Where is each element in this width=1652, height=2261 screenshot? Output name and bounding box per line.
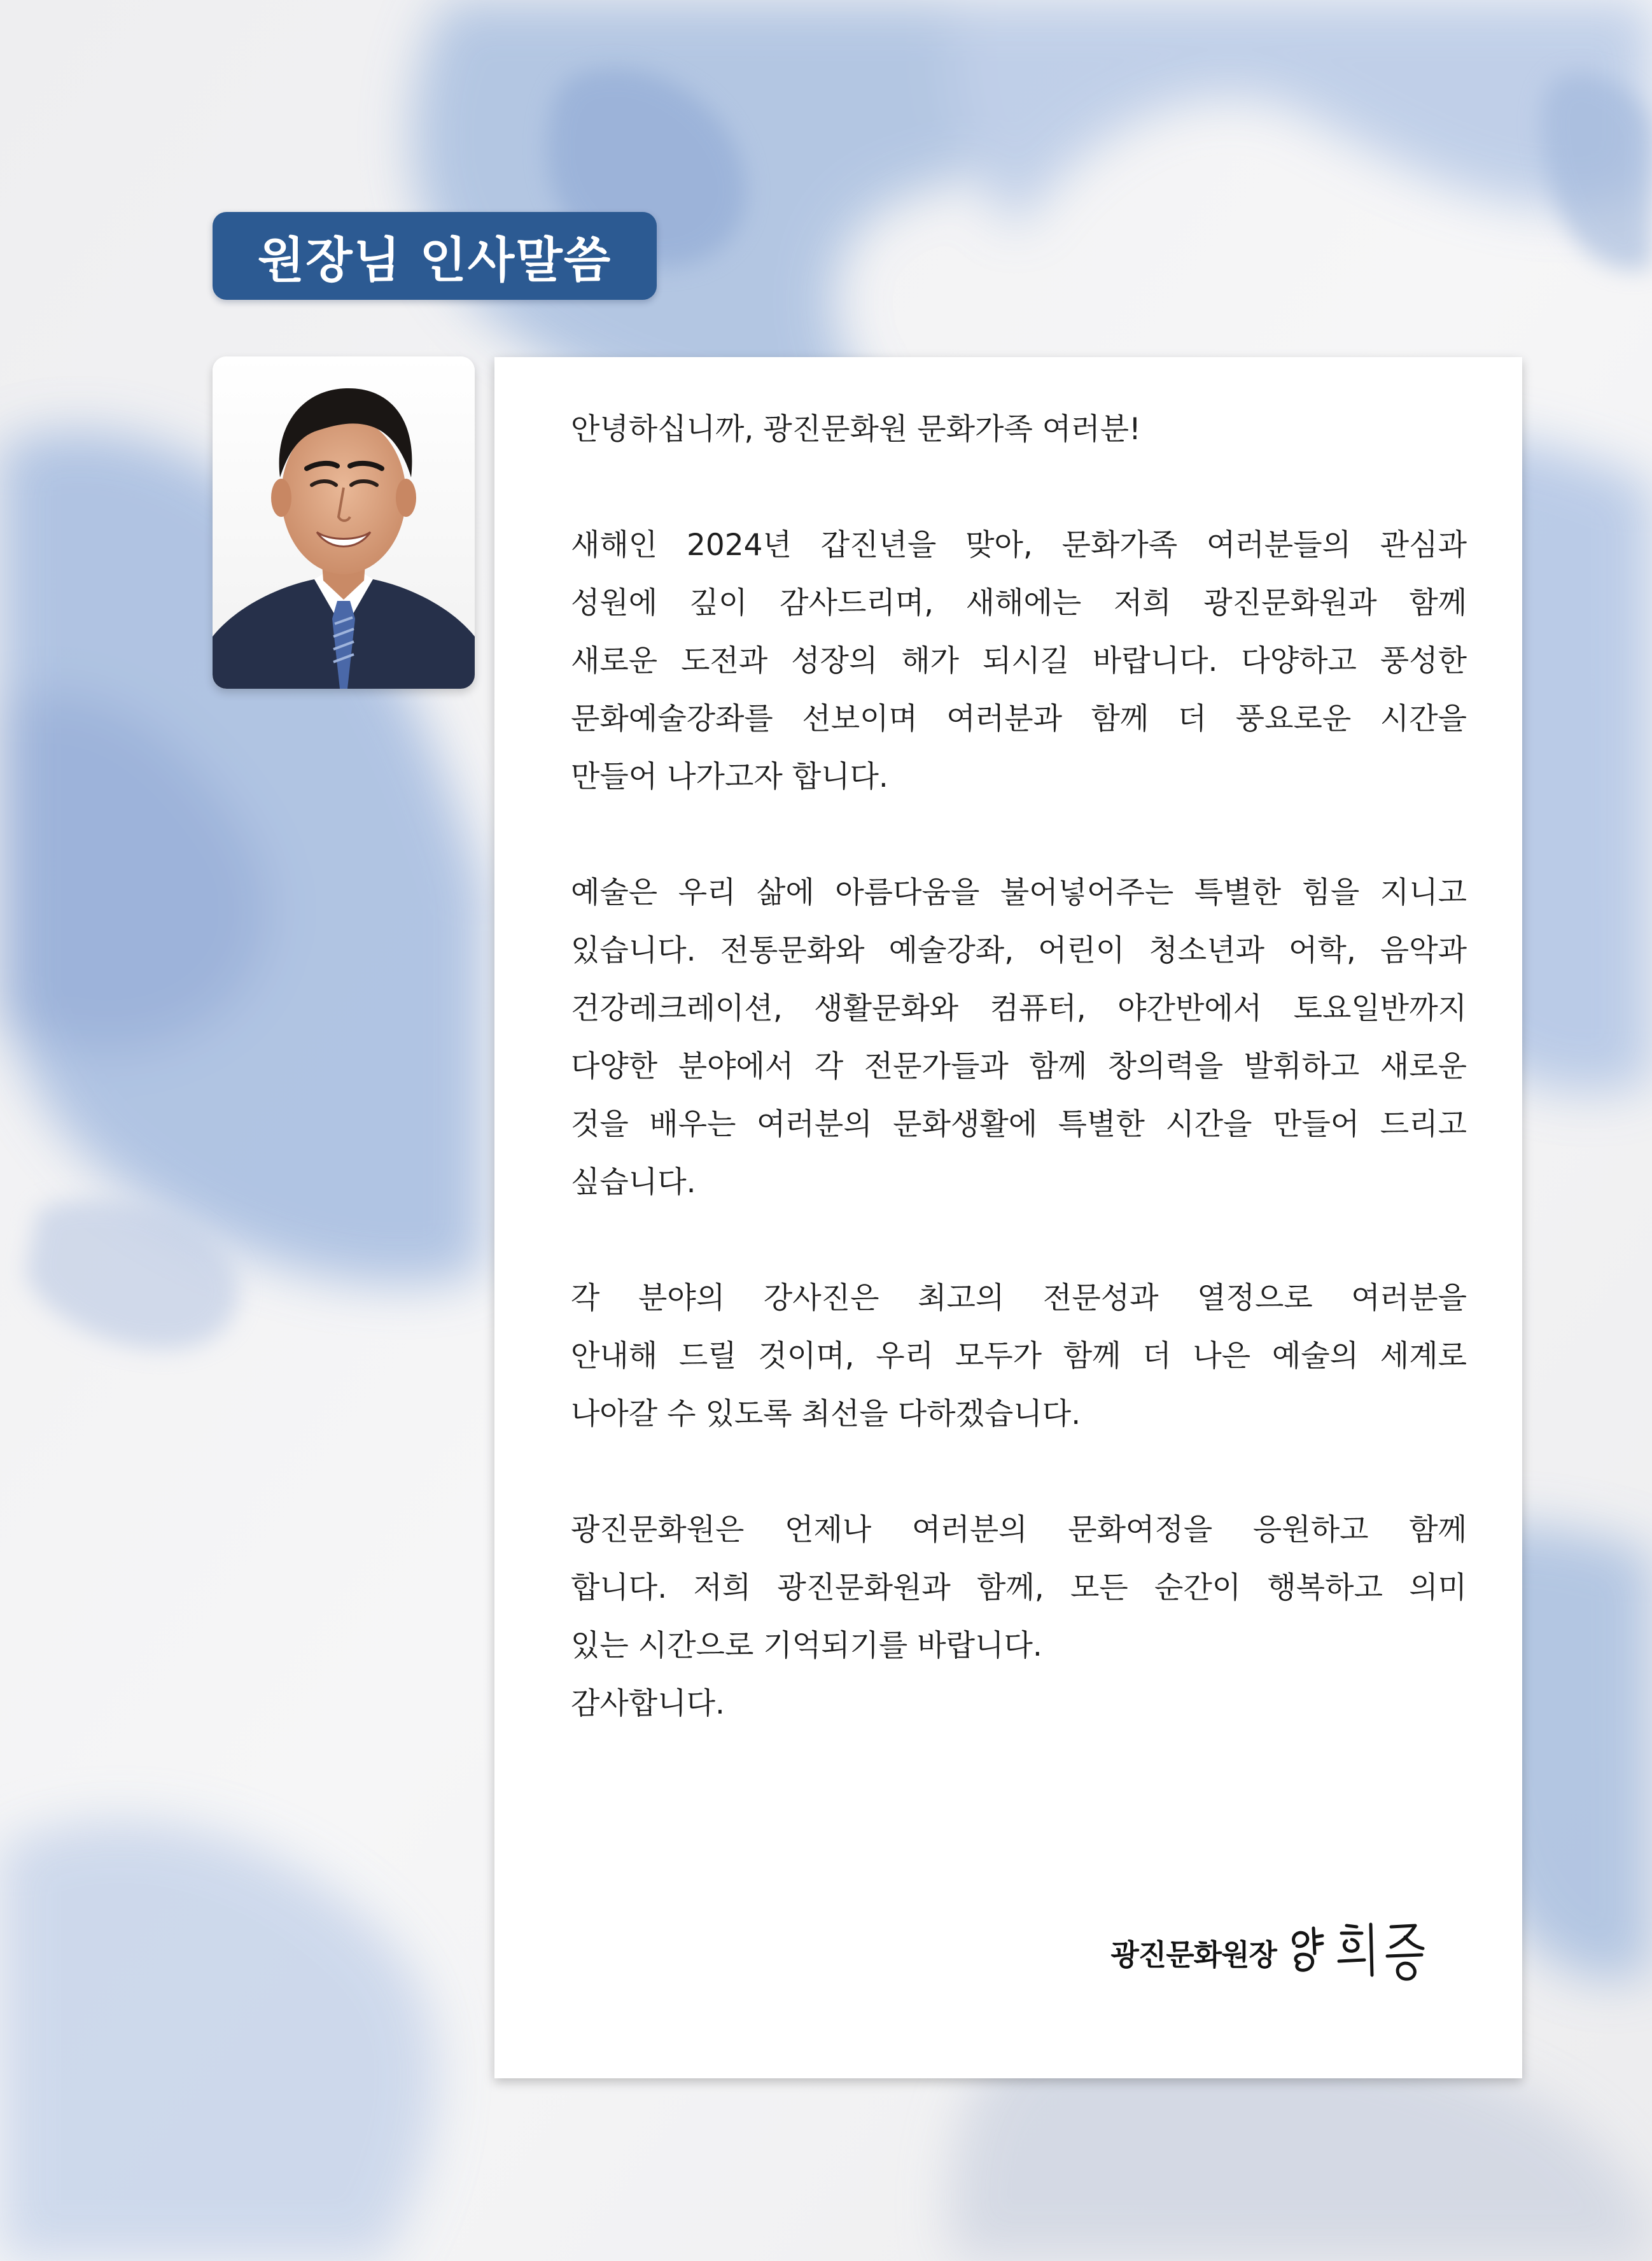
paragraph-2-line: 건강레크레이션, 생활문화와 컴퓨터, 야간반에서 토요일반까지 xyxy=(571,991,1467,1026)
paragraph-1-line: 새로운 도전과 성장의 해가 되시길 바랍니다. 다양하고 풍성한 xyxy=(571,644,1467,679)
handwritten-signature xyxy=(1285,1918,1432,1988)
paragraph-4-line: 있는 시간으로 기억되기를 바랍니다. xyxy=(571,1628,1042,1663)
paragraph-4-line: 합니다. 저희 광진문화원과 함께, 모든 순간이 행복하고 의미 xyxy=(571,1570,1467,1605)
paragraph-gap xyxy=(571,1211,1467,1269)
paragraph-3-line: 안내해 드릴 것이며, 우리 모두가 함께 더 나은 예술의 세계로 xyxy=(571,1339,1467,1374)
paragraph-1-line: 만들어 나가고자 합니다. xyxy=(571,759,888,794)
paragraph-4-line: 광진문화원은 언제나 여러분의 문화여정을 응원하고 함께 xyxy=(571,1512,1467,1547)
paragraph-3-line: 각 분야의 강사진은 최고의 전문성과 열정으로 여러분을 xyxy=(571,1281,1467,1316)
paragraph-gap xyxy=(571,806,1467,864)
paragraph-2-line: 것을 배우는 여러분의 문화생활에 특별한 시간을 만들어 드리고 xyxy=(571,1107,1467,1142)
section-title-banner xyxy=(213,212,657,300)
portrait-illustration xyxy=(213,356,475,689)
paragraph-gap xyxy=(571,1443,1467,1501)
signer-title: 광진문화원장 xyxy=(1110,1938,1277,1972)
portrait-photo xyxy=(213,356,475,689)
paragraph-2-line: 있습니다. 전통문화와 예술강좌, 어린이 청소년과 어학, 음악과 xyxy=(571,933,1467,968)
signature-block xyxy=(1110,1918,1432,1988)
letter-body xyxy=(571,400,1467,1733)
closing-line: 감사합니다. xyxy=(571,1686,725,1721)
greeting-letter-card xyxy=(494,357,1522,2078)
paragraph-2-line: 예술은 우리 삶에 아름다움을 불어넣어주는 특별한 힘을 지니고 xyxy=(571,875,1467,910)
paragraph-2-line: 다양한 분야에서 각 전문가들과 함께 창의력을 발휘하고 새로운 xyxy=(571,1049,1467,1084)
paragraph-1-line: 새해인 2024년 갑진년을 맞아, 문화가족 여러분들의 관심과 xyxy=(571,528,1467,563)
page-title: 원장님 인사말씀 xyxy=(257,231,612,288)
greeting-line: 안녕하십니까, 광진문화원 문화가족 여러분! xyxy=(571,412,1141,447)
paragraph-1-line: 성원에 깊이 감사드리며, 새해에는 저희 광진문화원과 함께 xyxy=(571,586,1467,621)
paragraph-gap xyxy=(571,458,1467,516)
paragraph-1-line: 문화예술강좌를 선보이며 여러분과 함께 더 풍요로운 시간을 xyxy=(571,701,1467,736)
paragraph-3-line: 나아갈 수 있도록 최선을 다하겠습니다. xyxy=(571,1397,1081,1432)
paragraph-2-line: 싶습니다. xyxy=(571,1165,696,1200)
